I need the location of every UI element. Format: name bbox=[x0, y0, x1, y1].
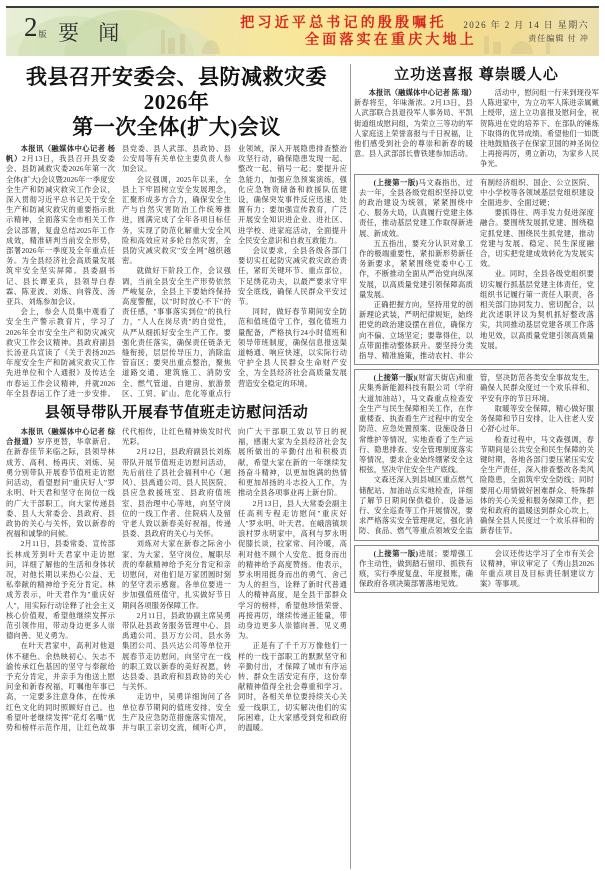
continued-tag: (上接第一版) bbox=[373, 373, 416, 383]
article-paragraph: 会议还传达学习了全市有关会议精神，审议审定了《秀山县2026年重点项目及目标责任制建议方案》等事项。 bbox=[480, 548, 594, 589]
continued-block-body bbox=[359, 178, 594, 362]
article-paragraph: 会议要求，全县各级各部门要切实扛起防灾减灾救灾政治责任，紧盯关键环节、重点部位，下足绣花功夫，以最严要求守牢安全底线，确保人民群众平安过节。 bbox=[238, 246, 347, 307]
right-article-byline: 本报讯（融媒体中心记者 陈 瑞） bbox=[368, 88, 476, 97]
article-paragraph: 2月12日，县政府副县长刘炼带队开展节值班走访慰问活动，先后前往了县社会福利中心（迴风）、县禹通公司、县人民医院、县应急救援班室、县政府值班室、县治理中心等地，向坚守岗位的一线工作者、住院病人及留守老人致以新春美好祝福，传递县委、县政府的关心与关怀。 bbox=[122, 447, 231, 539]
right-headline: 立功送喜报 尊崇暖人心 bbox=[394, 67, 559, 83]
right-article-body bbox=[354, 88, 599, 170]
article-paragraph: 正确把握方向，坚持用党的创新理论武装，严明纪律规矩，始终把党的政治建设摆在首位，确保方向不偏、立场坚定；要靠得住，以点带面推动整体跃升。要坚持分类指导、精准施策，推动农村、非公有制经济组织、国企、公立医院、中小学校等各领域基层党组织建设全面进步、全面过硬； bbox=[359, 177, 594, 361]
continued-block-body bbox=[359, 373, 594, 536]
left-column-zone bbox=[6, 64, 347, 869]
article-paragraph: 2月13日，县人大常委会副主任高利专程走访慰问"重庆好人"罗永明、叶天君。在峨溶镇坝浪村罗永明家中，高利与罗永明促膝长谈，拉家常、问冷暖，高利对他不顾个人安危、挺身而出的精神给予高度赞扬。他表示，罗永明用挺身而出的勇气、舍己为人的担当，诠释了新时代普通人的精神高度，是全县干部群众学习的榜样，希望他珍惜荣誉、再接再厉，继续传递正能量，带动身边更多人崇德向善、见义勇为。 bbox=[238, 498, 347, 641]
continued-block bbox=[354, 174, 599, 366]
article-paragraph-text: 2月13日，我县召开县安委会、县防减救灾委2026年第一次全体(扩大)会议暨2026年一季度安全生产和防减灾救灾工作会议，深入贯彻习近平总书记关于安全生产和防减灾救灾的重要指示批示精神，全面落实全市相关工作会议部署，复盘总结2025年工作成效，精准研判当前安全形势，部署2026年一季度及全年重点任务。为全县经济社会高质量发展筑牢安全坚实屏障。县委副书记、县长谭亚兵，县领导白春霖、陈亚波、刘炼、向蓉茂、汤亚兵、刘炼参加会议。 bbox=[6, 154, 116, 307]
article-paragraph: 会议强调，2025年以来，全县上下牢固树立安全发展理念，汇聚形成多方合力，确保安全生产与自然灾害防治工作统筹推进，圆满完成了全年各项目标任务，实现了防范化解重大安全风险和高效应对多轮自然灾害，全县防灾减灾救灾"安全网"越织越密。 bbox=[122, 174, 231, 266]
decorative-skyline-icon bbox=[161, 30, 165, 54]
article-paragraph-text: 进展；要增强工作主动性，做到踏石留印、抓铁有痕，实行季度复盘、年度报账，确保政府各项决策部署落地见效。 bbox=[359, 548, 473, 589]
right-column-zone bbox=[354, 64, 599, 869]
article-paragraph: 2月11日，县委常委、宣传部长林成芳到叶天君家中走访慰问，详细了解他的生活和身体状况，对他长期以来热心公益、无私奉献的精神给予充分肯定。林成芳表示，叶天君作为"重庆好人"，用实际行动诠释了社会主义核心价值观，希望他继续发挥示范引领作用，带动身边更多人崇德向善、见义勇为。 bbox=[6, 539, 115, 641]
slogan-line-2: 全面落实在重庆大地上 bbox=[305, 33, 477, 48]
main-headline-line-2: 第一次全体(扩大)会议 bbox=[72, 115, 281, 139]
second-article-body bbox=[6, 427, 347, 733]
article-paragraph bbox=[359, 373, 473, 475]
article-paragraph-text: 岁序更替，华章新启。在新春佳节来临之际，县领导林成芳、高利、杨再庆、刘炼、吴勇分别带队开展春节值班走访慰问活动，看望慰问"重庆好人"罗永明、叶天君和坚守在岗位一线的广大干部职工，向大家传递县委、县人大常委会、县政府、县政协的关心与关怀，致以新春的祝福和诚挚的问候。 bbox=[6, 437, 115, 539]
article-paragraph bbox=[6, 144, 115, 307]
article-paragraph: 检查过程中，马文森强调，春节期间是公共安全和民生保障的关键时期，各地各部门要压紧压实安全生产责任，深入排查整改各类风险隐患，全面筑牢安全防线；同时要用心用情做好困难群众、特殊群体的关心关爱和服务保障工作，把党和政府的温暖送到群众心坎上，确保全县人民度过一个欢乐祥和的新春佳节。 bbox=[480, 434, 594, 536]
second-headline: 县领导带队开展春节值班走访慰问活动 bbox=[44, 405, 309, 422]
article-paragraph: 要抓得住、两手发力促进深度融合。要围绕发展抓党建、围绕稳定抓党建、围绕民生抓党建，推动党建与发展、稳定、民生深度融合，切实把党建成效转化为发展实效。 bbox=[480, 208, 594, 269]
article-paragraph-text: 新春将至，年味渐浓。2月13日，县人武部联合县退役军人事务局、平凯街道组成慰问组，为荣立三等功的军人家庭送上荣誉喜报与千日祝福，让他们感受到社会的尊崇和新春的暖意。县人武部部长曹铁建参加活动。 bbox=[354, 98, 473, 159]
publication-date: 2026 年 2 月 14 日 星期六 bbox=[463, 20, 589, 30]
article-paragraph: 走访中，吴勇详细询问了各单位春节期间的值班安排、安全生产及应急防范措施落实情况，并与职工亲切交流，倾听心声，向广大干部职工致以节日的祝福，感谢大家为全县经济社会发展所做出的辛勤付出和积极贡献，希望大家在新的一年继续发扬奋斗精神，以更加饱满的热情和更加昂扬的斗志投入工作，为推动全县各项事业再上新台阶。 bbox=[122, 427, 347, 732]
main-article-body bbox=[6, 144, 347, 399]
masthead-slogan bbox=[206, 15, 481, 49]
article-paragraph: 就做好下阶段工作，会议强调，当前全县安全生产形势依然严峻复杂，全县上下要始终保持高度警醒，以"时时放心不下"的责任感，"事事落实到位"的执行力，"人人在岗尽责"的自觉性，从严从细抓好安全生产工作。要强化责任落实，确保责任链条无缝衔接，层层传导压力，消除监管盲区；要突出重点整治，聚焦道路交通、建筑施工、消防安全、燃气管道、自建房、旅游景区、工贸、矿山、危化等重点行业领域，深入开展隐患排查整治攻坚行动，确保隐患发现一起、整改一起、销号一起；要提升应急能力，加强应急预案演练，强化应急物资储备和救援队伍建设，确保突发事件反应迅速、处置有力；要加强宣传教育，广泛开展安全知识进企业、进社区、进学校、进家庭活动，全面提升全民安全意识和自救互救能力。 bbox=[122, 144, 347, 398]
slogan-line-1: 把习近平总书记的殷殷嘱托 bbox=[240, 16, 447, 31]
continued-block-body bbox=[359, 549, 594, 590]
continued-block bbox=[354, 545, 599, 594]
article-paragraph: 取暖等安全保障，精心做好服务保障和节日安排，让入住老人安心舒心过年。 bbox=[480, 403, 594, 434]
section-title: 要 闻 bbox=[58, 21, 127, 45]
column-divider bbox=[350, 64, 351, 869]
article-paragraph: 同时，做好春节期间安全防范和值班值守工作，强化值班力量配备，严格执行24小时值班和领导带班制度，确保信息报送渠道畅通、响应快速，以实际行动守护全县人民群众生命财产安全，为全县经济社会高质量发展营造安全稳定的环境。 bbox=[238, 307, 347, 388]
continued-block bbox=[354, 369, 599, 540]
article-paragraph: 刘炼对大家在新春之际舍小家、为大家、坚守岗位、履职尽责的奉献精神给予充分肯定和亲切慰问，对他们是万家团圆时刻的坚守表示感谢。各单位要进一步加强值班值守，扎实做好节日期间各项服务保障工作。 bbox=[122, 539, 231, 610]
main-article-byline: 本报讯（融媒体中心记者 杨 帆） bbox=[6, 144, 115, 164]
masthead-banner bbox=[6, 6, 599, 56]
decorative-skyline-icon bbox=[180, 34, 185, 54]
page-number-unit: 版 bbox=[38, 30, 47, 39]
article-paragraph bbox=[6, 427, 115, 539]
main-headline-line-1: 我县召开安委会、县防减救灾委2026年 bbox=[26, 65, 327, 114]
page-number-value: 2 bbox=[24, 12, 38, 42]
main-headline bbox=[6, 64, 347, 144]
article-paragraph-text: (财富天街店)和重庆集秀新能源科技有限公司（学府大道加油站），马文森重点检查安全生产与民生保障相关工作，在作重楼查、执查看生产过程中的安全防范、应急处置预案、设施设备日常维护等情况，实地查看了生产运行、隐患排查、安全管理制度落实等情况，要求企业始终绷紧安全这根弦，坚决守住安全生产底线。 bbox=[359, 373, 473, 475]
article-paragraph bbox=[359, 178, 473, 239]
page-number bbox=[24, 14, 47, 41]
article-paragraph: 活动中，慰问组一行来到现役军人陈进家中，为立功军人陈进亲属戴上绶带，送上立功喜报及慰问金，祝贺陈进在党的培养下、在部队的锤炼下取得的优异成绩。希望他们一如既往地鼓励孩子在保家卫国的神圣岗位上再接再厉，勇立新功，为家乡人民争光。 bbox=[480, 88, 599, 169]
masthead-date-block bbox=[463, 19, 589, 45]
article-paragraph: 会上，参会人员集中观看了安全生产警示教育片，学习了2026年全市安全生产和防灾减灾救灾工作会议精神。县政府副县长汤亚兵宣读了《关于表扬2025年度安全生产和防减灾救灾工作先进单位和个人通报》及传达全市春运工作会议精神，并就2026年全县春运工作了进一步安排。县党委、县人武部、县政协、县公安局等有关单位主要负责人参加会议。 bbox=[6, 144, 231, 398]
continued-tag: (上接第一版) bbox=[373, 177, 419, 187]
article-paragraph: 文森还深入到县城区重点燃气储配站、加油站点实地检查，详细了解节日期间保供稳价、设备运行、安全巡查等工作开展情况，要求严格落实安全管理规定，强化消防、食品、燃气等重点领域安全监管，坚决防范各类安全事故发生，确保人民群众度过一个欢乐祥和、平安有序的节日环境。 bbox=[359, 373, 594, 536]
article-paragraph: 2月11日，县政协副主席吴勇带队赴县政务服务管理中心、县禹通公司、县万方公司、县水务集团公司、县兴达公司等单位开展春节走访慰问，向坚守在一线的职工致以新春的美好祝愿，转达县委、县政府和县政协的关心与关怀。 bbox=[122, 610, 231, 692]
article-paragraph: 在叶天君家中，高利对他退休不褪色、余热映初心、矢志不渝传承红色基因的坚守与奉献给予充分肯定，并亲手为他送上慰问金和新春祝福，叮嘱他年事已高，一定要多注意身体，在传承红色文化的同时照顾好自己。也希望叶老继续发挥"花灯名嘴"优势和榜样示范作用，让红色故事代代相传，让红色精神焕发时代光彩。 bbox=[6, 427, 231, 732]
article-paragraph bbox=[359, 549, 473, 590]
article-paragraph: 五五指出，要充分认识对象工作的极端重要性，紧扣新形势新任务新要求，紧紧围绕党委中心工作，不断推动全面从严治党向纵深发展，以高质量党建引领保障高质量发展。 bbox=[359, 238, 473, 299]
article-paragraph: 正是有了千千万万像他们一样的一线干部职工的默默坚守和辛勤付出，才保障了城市有序运转、群众生活安定有序，这份奉献精神值得全社会尊重和学习。同时，各相关单位要持续关心关爱一线职工，切实解决他们的实际困难，让大家感受到党和政府的温暖。 bbox=[238, 641, 347, 732]
article-paragraph-text: 马文森指出，过去一年，全县各级党组织坚持以党的政治建设为统领，紧紧围绕中心、服务大局，认真履行党建主体责任，推动基层党建工作取得新进展、新成效。 bbox=[359, 177, 473, 238]
article-paragraph bbox=[354, 88, 476, 159]
second-article-byline: 本报讯（融媒体中心记者 综合报道） bbox=[6, 427, 115, 447]
responsible-editor: 责任编辑 付 冲 bbox=[528, 34, 589, 43]
article-paragraph: 业。同时，全县各级党组织要切实履行抓基层党建主体责任，党组织书记履行第一责任人职责，各相关部门协同发力、密切配合，以此次述职评议为契机抓好整改落实，共同推动基层党建各项工作落地见效，以高质量党建引领高质量发展。 bbox=[480, 269, 594, 350]
continued-tag: (上接第一版) bbox=[373, 548, 419, 558]
page-content bbox=[6, 64, 599, 869]
decorative-skyline-icon bbox=[168, 38, 175, 54]
